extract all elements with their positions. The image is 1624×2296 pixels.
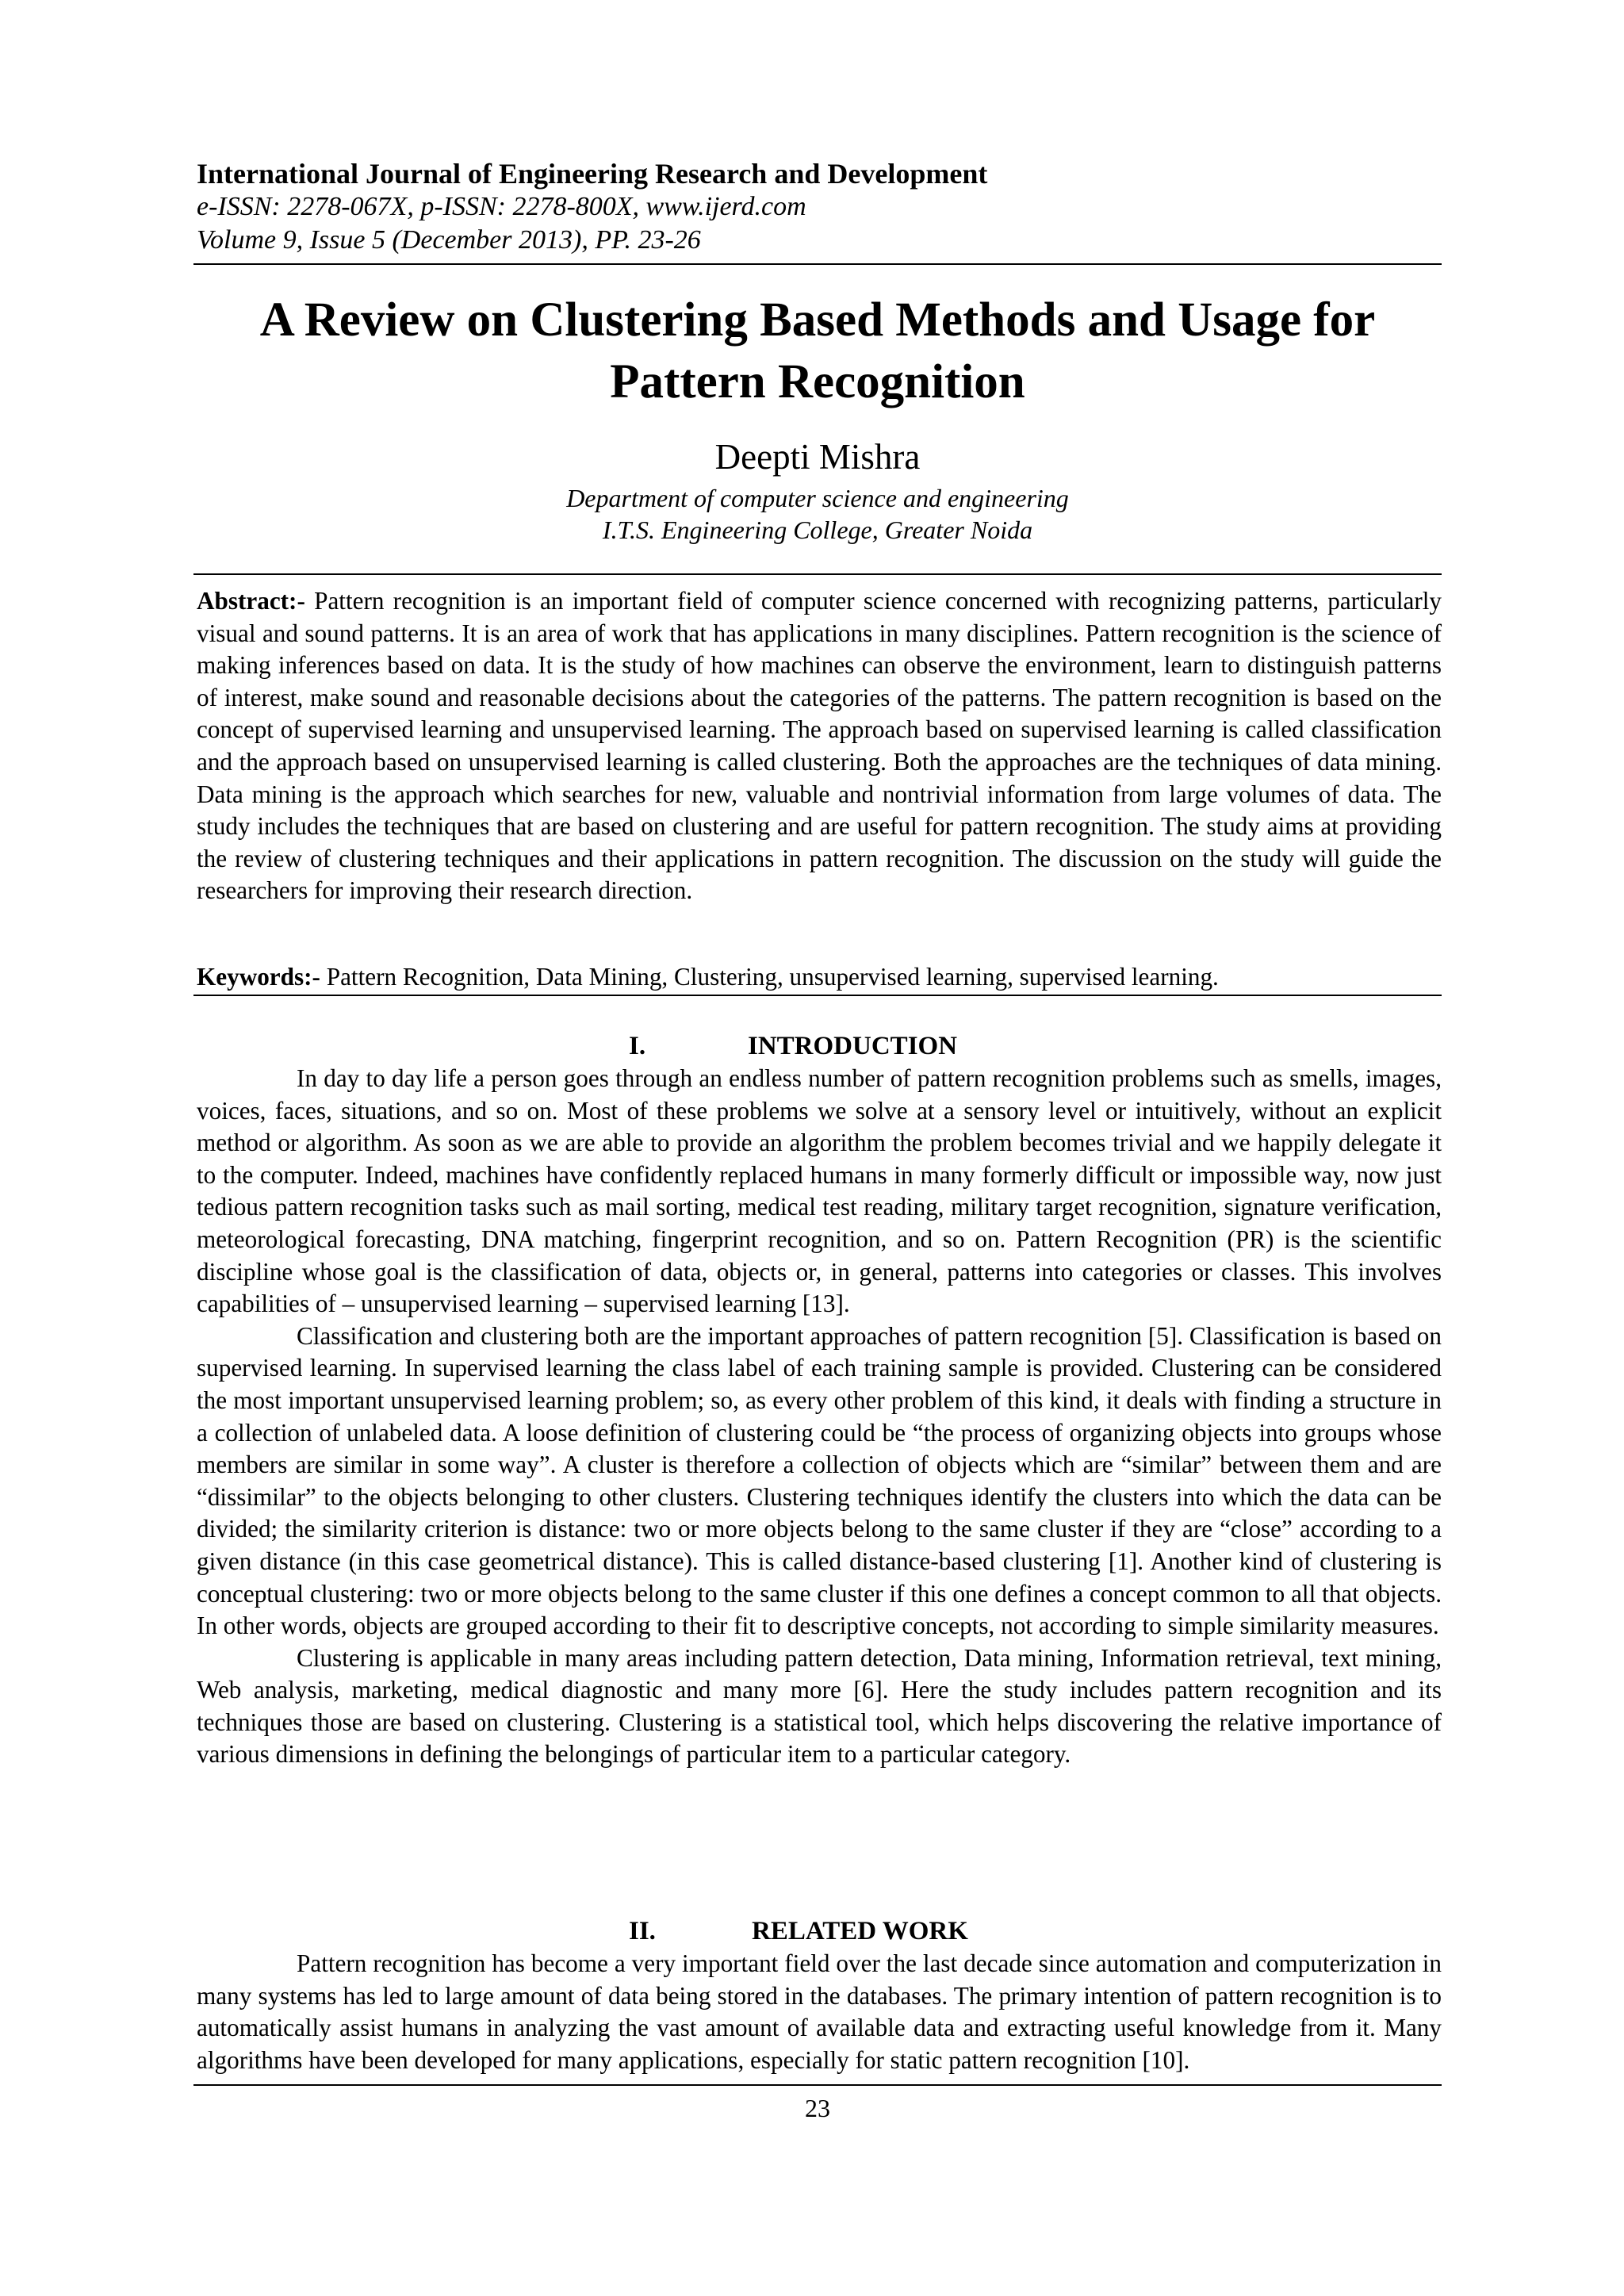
keywords-text: Pattern Recognition, Data Mining, Clustering, unsupervised learning, supervised learning. bbox=[326, 963, 1219, 991]
author-name: Deepti Mishra bbox=[714, 437, 921, 477]
section-number: I. bbox=[629, 1032, 646, 1060]
abstract-top-rule bbox=[193, 573, 1442, 575]
journal-name: International Journal of Engineering Research and Development bbox=[197, 158, 988, 190]
paragraph: Clustering is applicable in many areas including pattern detection, Data mining, Information retrieval, text mining, Web analysis, marketing, medical diagnostic and many more [6]. Here the study includes pattern recognition and its techniques those are based on clustering. Clustering is a statistical tool, which helps discovering the relative importance of various dimensions in defining the belongings of particular item to a particular category. bbox=[197, 1643, 1442, 1769]
keywords-label: Keywords:- bbox=[197, 963, 320, 991]
introduction-body bbox=[197, 1063, 1442, 1771]
title-line-2: Pattern Recognition bbox=[610, 355, 1025, 408]
abstract-label: Abstract:- bbox=[197, 587, 305, 615]
section-number: II. bbox=[629, 1917, 656, 1945]
keywords-rule bbox=[193, 995, 1442, 996]
section-title: INTRODUCTION bbox=[748, 1032, 958, 1060]
related-work-body bbox=[197, 1948, 1442, 2076]
abstract-text: Pattern recognition is an important field of computer science concerned with recognizing patterns, particularly visual and sound patterns. It is an area of work that has applications in many disciplines. Pattern recognition is the science of making inferences based on data. It is the study of how machines can observe the environment, learn to distinguish patterns of interest, make sound and reasonable decisions about the categories of the patterns. The pattern recognition is based on the concept of supervised learning and unsupervised learning. The approach based on supervised learning is called classification and the approach based on unsupervised learning is called clustering. Both the approaches are the techniques of data mining. Data mining is the approach which searches for new, valuable and nontrivial information from large volumes of data. The study includes the techniques that are based on clustering and are useful for pattern recognition. The study aims at providing the review of clustering techniques and their applications in pattern recognition. The discussion on the study will guide the researchers for improving their research direction. bbox=[197, 587, 1442, 905]
section-title: RELATED WORK bbox=[752, 1917, 968, 1945]
abstract bbox=[197, 585, 1442, 907]
footer-rule bbox=[193, 2084, 1442, 2086]
author-institution: I.T.S. Engineering College, Greater Noida bbox=[602, 516, 1033, 544]
paper-title bbox=[193, 289, 1442, 413]
paragraph: Classification and clustering both are the important approaches of pattern recognition [5]. Classification is based on supervised learning. In supervised learning the class label of each training sample is provided. Clustering can be considered the most important unsupervised learning problem; so, as every other problem of this kind, it deals with finding a structure in a collection of unlabeled data. A loose definition of clustering could be “the process of organizing objects into groups whose members are similar in some way”. A cluster is therefore a collection of objects which are “similar” between them and are “dissimilar” to the objects belonging to other clusters. Clustering techniques identify the clusters into which the data can be divided; the similarity criterion is distance: two or more objects belong to the same cluster if they are “close” according to a given distance (in this case geometrical distance). This is called distance-based clustering [1]. Another kind of clustering is conceptual clustering: two or more objects belong to the same cluster if this one defines a concept common to all that objects. In other words, objects are grouped according to their fit to descriptive concepts, not according to simple similarity measures. bbox=[197, 1321, 1442, 1640]
author-department: Department of computer science and engineering bbox=[566, 484, 1069, 512]
paragraph: Pattern recognition has become a very important field over the last decade since automation and computerization in many systems has led to large amount of data being stored in the databases. The primary intention of pattern recognition is to automatically assist humans in analyzing the vast amount of available data and extracting useful knowledge from it. Many algorithms have been developed for many applications, especially for static pattern recognition [10]. bbox=[197, 1949, 1442, 2074]
paragraph: In day to day life a person goes through an endless number of pattern recognition problems such as smells, images, voices, faces, situations, and so on. Most of these problems we solve at a sensory level or intuitively, without an explicit method or algorithm. As soon as we are able to provide an algorithm the problem becomes trivial and we happily delegate it to the computer. Indeed, machines have confidently replaced humans in many formerly difficult or impossible way, now just tedious pattern recognition tasks such as mail sorting, medical test reading, military target recognition, signature verification, meteorological forecasting, DNA matching, fingerprint recognition, and so on. Pattern Recognition (PR) is the scientific discipline whose goal is the classification of data, objects or, in general, patterns into categories or classes. This involves capabilities of – unsupervised learning – supervised learning [13]. bbox=[197, 1064, 1442, 1318]
keywords bbox=[197, 961, 1442, 994]
journal-issn: e-ISSN: 2278-067X, p-ISSN: 2278-800X, www.ijerd.com bbox=[197, 192, 806, 221]
journal-header bbox=[197, 157, 1442, 257]
title-line-1: A Review on Clustering Based Methods and Usage for bbox=[259, 293, 1376, 347]
page-number: 23 bbox=[805, 2094, 830, 2122]
header-rule bbox=[193, 263, 1442, 265]
journal-volume: Volume 9, Issue 5 (December 2013), PP. 23-26 bbox=[197, 225, 701, 255]
